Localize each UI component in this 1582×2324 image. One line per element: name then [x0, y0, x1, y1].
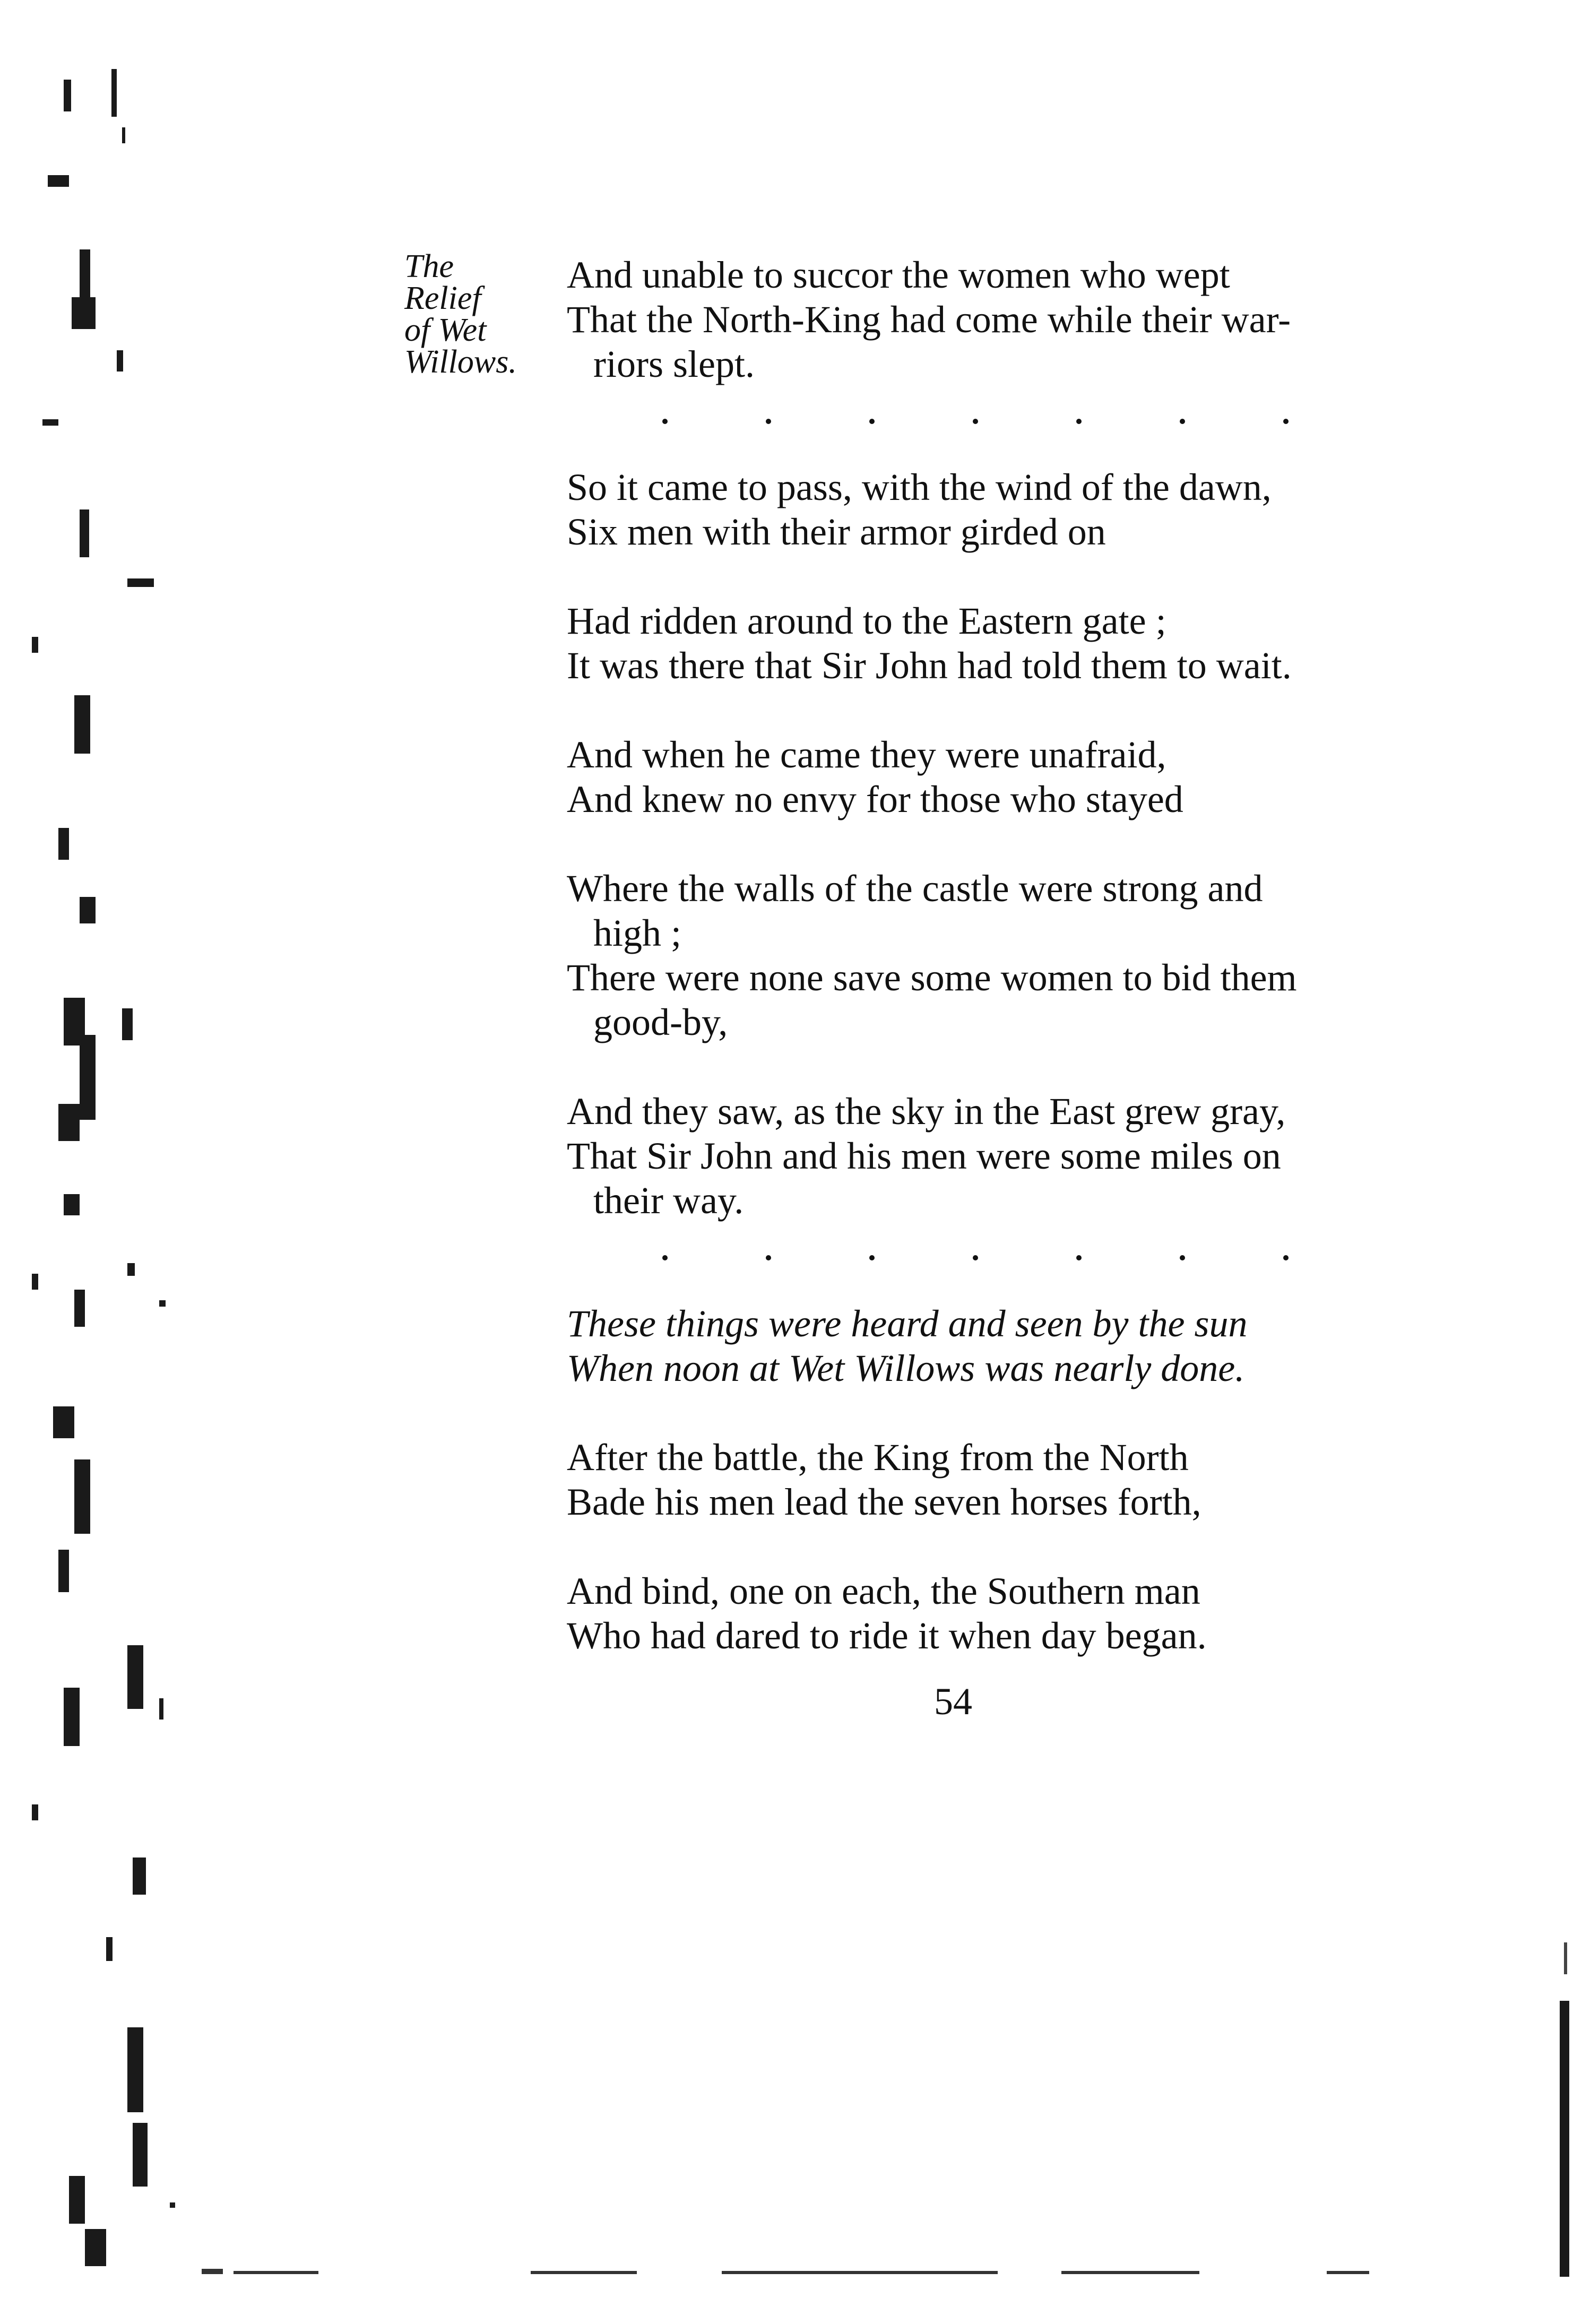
break-dot: [662, 1255, 668, 1260]
poem-line: And when he came they were unafraid,: [567, 733, 1166, 776]
poem-line: These things were heard and seen by the sun: [567, 1302, 1248, 1345]
poem-line: That Sir John and his men were some miles on: [567, 1135, 1281, 1177]
side-title-line: of Wet: [404, 312, 487, 348]
break-dot: [869, 1255, 875, 1260]
stanza-italic-interlude: [567, 1301, 1416, 1390]
poem-line: When noon at Wet Willows was nearly done.: [567, 1347, 1245, 1389]
stanza: [567, 732, 1416, 822]
poem-line: high ;: [593, 912, 682, 954]
break-dot: [1283, 1255, 1289, 1260]
side-title-line: Willows.: [404, 344, 517, 380]
break-dot: [973, 419, 978, 424]
stanza: [567, 253, 1416, 386]
poem-line: After the battle, the King from the North: [567, 1436, 1189, 1479]
break-dot: [766, 419, 771, 424]
poem-line: Bade his men lead the seven horses forth,: [567, 1481, 1201, 1523]
stanza: [567, 1435, 1416, 1524]
poem-body: [567, 253, 1416, 1703]
poem-line: And they saw, as the sky in the East grew gray,: [567, 1090, 1286, 1133]
stanza: [567, 1089, 1416, 1223]
poem-line: There were none save some women to bid them: [567, 956, 1297, 999]
poem-line: riors slept.: [593, 343, 755, 385]
break-dot: [1076, 419, 1082, 424]
poem-line: Six men with their armor girded on: [567, 511, 1106, 553]
break-dot: [1076, 1255, 1082, 1260]
break-dot: [973, 1255, 978, 1260]
poem-line: Had ridden around to the Eastern gate ;: [567, 600, 1166, 642]
break-dot: [766, 1255, 771, 1260]
poem-line: And knew no envy for those who stayed: [567, 778, 1183, 820]
poem-line: Who had dared to ride it when day began.: [567, 1614, 1207, 1657]
side-title-line: The: [404, 248, 454, 284]
scan-right-edge: [1518, 1937, 1582, 2282]
poem-line: That the North-King had come while their war-: [567, 298, 1291, 341]
poem-line: And unable to succor the women who wept: [567, 254, 1230, 296]
break-dot: [869, 419, 875, 424]
scan-gutter-speckle: [0, 0, 223, 2324]
stanza: [567, 465, 1416, 554]
break-dot: [1180, 1255, 1185, 1260]
poem-line: Where the walls of the castle were strong and: [567, 867, 1263, 910]
side-title-line: Relief: [404, 280, 481, 316]
scan-bottom-edge: [202, 2258, 1528, 2290]
poem-line: And bind, one on each, the Southern man: [567, 1570, 1200, 1612]
poem-line: good-by,: [593, 1001, 728, 1043]
break-dot: [1283, 419, 1289, 424]
section-break-dots: [662, 399, 1289, 444]
poem-line: their way.: [593, 1179, 744, 1222]
stanza: [567, 1569, 1416, 1658]
break-dot: [1180, 419, 1185, 424]
stanza: [567, 599, 1416, 688]
section-break-dots: [662, 1236, 1289, 1280]
poem-line: It was there that Sir John had told them to wait.: [567, 644, 1292, 687]
break-dot: [662, 419, 668, 424]
running-side-title: [404, 250, 564, 378]
stanza: [567, 866, 1416, 1044]
poem-line: So it came to pass, with the wind of the dawn,: [567, 466, 1272, 508]
page-number: 54: [934, 1680, 972, 1723]
